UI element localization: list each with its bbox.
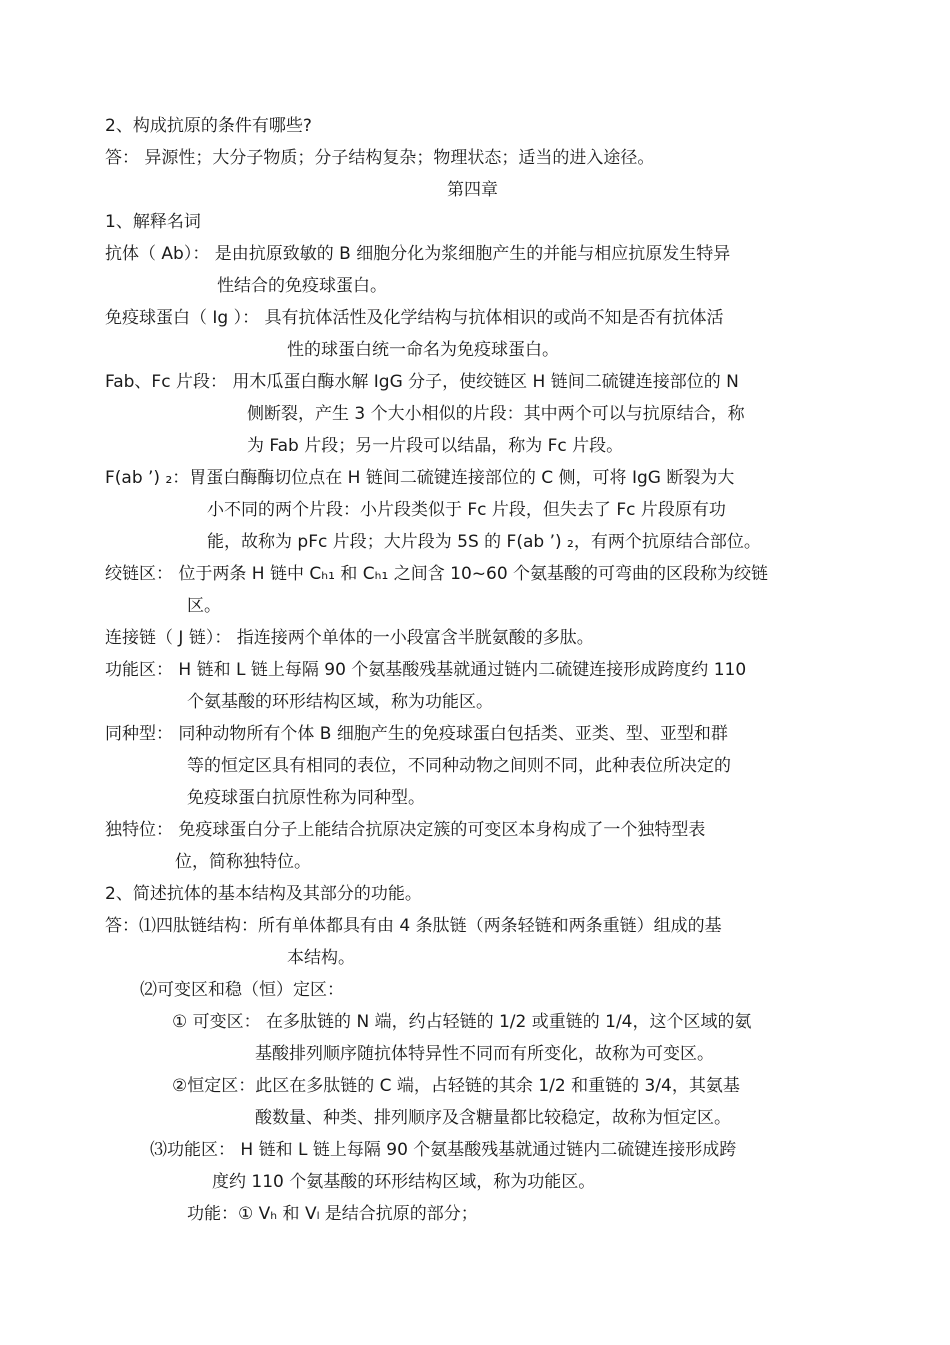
term-fab-fc: Fab、Fc 片段： 用木瓜蛋白酶水解 IgG 分子，使绞链区 H 链间二硫键连接部位的 N	[105, 372, 739, 392]
term-isotype-cont-1: 等的恒定区具有相同的表位，不同种动物之间则不同，此种表位所决定的	[187, 756, 731, 776]
answer-four-chain: 答：⑴四肽链结构：所有单体都具有由 4 条肽链（两条轻链和两条重链）组成的基	[105, 916, 722, 936]
answer-functional-domain: ⑶功能区： H 链和 L 链上每隔 90 个氨基酸残基就通过链内二硫键连接形成跨	[150, 1140, 737, 1160]
term-fab2-cont-1: 小不同的两个片段：小片段类似于 Fc 片段，但失去了 Fc 片段原有功	[207, 500, 726, 520]
question-2-heading: 2、构成抗原的条件有哪些?	[105, 116, 312, 136]
term-isotype-cont-2: 免疫球蛋白抗原性称为同种型。	[187, 788, 425, 808]
answer-four-chain-cont: 本结构。	[287, 948, 355, 968]
term-immunoglobulin-cont: 性的球蛋白统一命名为免疫球蛋白。	[287, 340, 559, 360]
section-1-heading: 1、解释名词	[105, 212, 201, 232]
term-fab-fc-cont-1: 侧断裂，产生 3 个大小相似的片段：其中两个可以与抗原结合，称	[247, 404, 745, 424]
term-j-chain: 连接链（ J 链）： 指连接两个单体的一小段富含半胱氨酸的多肽。	[105, 628, 594, 648]
term-antibody-cont: 性结合的免疫球蛋白。	[217, 276, 387, 296]
answer-variable-region-cont: 基酸排列顺序随抗体特异性不同而有所变化，故称为可变区。	[255, 1044, 714, 1064]
term-fab2: F(ab ’) ₂：胃蛋白酶酶切位点在 H 链间二硫键连接部位的 C 侧，可将 IgG 断裂为大	[105, 468, 735, 488]
answer-function: 功能：① Vₕ 和 Vₗ 是结合抗原的部分；	[187, 1204, 478, 1224]
term-hinge-cont: 区。	[187, 596, 221, 616]
term-antibody: 抗体（ Ab）： 是由抗原致敏的 B 细胞分化为浆细胞产生的并能与相应抗原发生特异	[105, 244, 731, 264]
term-isotype: 同种型： 同种动物所有个体 B 细胞产生的免疫球蛋白包括类、亚类、型、亚型和群	[105, 724, 728, 744]
term-idiotope-cont: 位，简称独特位。	[175, 852, 311, 872]
answer-variable-region: ① 可变区： 在多肽链的 N 端，约占轻链的 1/2 或重链的 1/4，这个区域的氨	[172, 1012, 752, 1032]
term-immunoglobulin: 免疫球蛋白（ Ig ）： 具有抗体活性及化学结构与抗体相识的或尚不知是否有抗体活	[105, 308, 724, 328]
answer-constant-region: ②恒定区：此区在多肽链的 C 端，占轻链的其余 1/2 和重链的 3/4，其氨基	[172, 1076, 740, 1096]
answer-2-text: 答： 异源性；大分子物质；分子结构复杂；物理状态；适当的进入途径。	[105, 148, 655, 168]
answer-constant-region-cont: 酸数量、种类、排列顺序及含糖量都比较稳定，故称为恒定区。	[255, 1108, 731, 1128]
term-fab2-cont-2: 能，故称为 pFc 片段；大片段为 5S 的 F(ab ’) ₂，有两个抗原结合部位。	[207, 532, 761, 552]
term-domain: 功能区： H 链和 L 链上每隔 90 个氨基酸残基就通过链内二硫键连接形成跨度约 110	[105, 660, 747, 680]
chapter-title: 第四章	[447, 180, 498, 200]
term-hinge: 绞链区： 位于两条 H 链中 Cₕ₁ 和 Cₕ₁ 之间含 10~60 个氨基酸的可弯曲的区段称为绞链	[105, 564, 769, 584]
term-idiotope: 独特位： 免疫球蛋白分子上能结合抗原决定簇的可变区本身构成了一个独特型表	[105, 820, 706, 840]
answer-variable-constant: ⑵可变区和稳（恒）定区：	[140, 980, 344, 1000]
term-domain-cont: 个氨基酸的环形结构区域，称为功能区。	[187, 692, 493, 712]
question-2b-heading: 2、简述抗体的基本结构及其部分的功能。	[105, 884, 422, 904]
term-fab-fc-cont-2: 为 Fab 片段；另一片段可以结晶，称为 Fc 片段。	[247, 436, 624, 456]
answer-functional-domain-cont: 度约 110 个氨基酸的环形结构区域，称为功能区。	[212, 1172, 596, 1192]
